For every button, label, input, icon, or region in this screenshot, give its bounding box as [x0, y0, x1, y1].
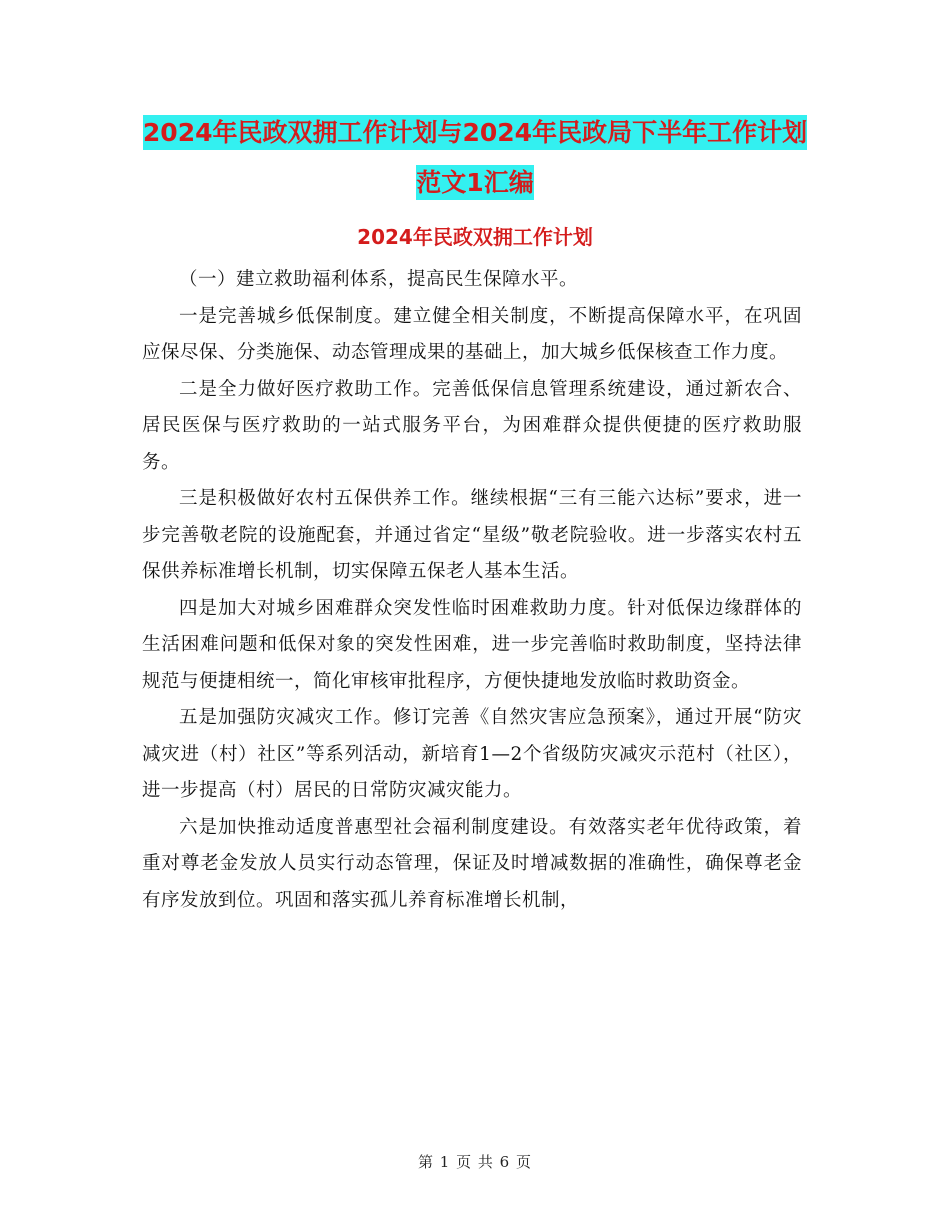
- section-title: 2024年民政双拥工作计划: [357, 225, 593, 249]
- paragraph: 四是加大对城乡困难群众突发性临时困难救助力度。针对低保边缘群体的生活困难问题和低保对象的突发性困难，进一步完善临时救助制度，坚持法律规范与便捷相统一，简化审核审批程序，方便快捷地发放临时救助资金。: [142, 597, 802, 692]
- paragraph: 三是积极做好农村五保供养工作。继续根据“三有三能六达标”要求，进一步完善敬老院的设施配套，并通过省定“星级”敬老院验收。进一步落实农村五保供养标准增长机制，切实保障五保老人基本生活。: [142, 488, 802, 582]
- paragraph: 二是全力做好医疗救助工作。完善低保信息管理系统建设，通过新农合、居民医保与医疗救助的一站式服务平台，为困难群众提供便捷的医疗救助服务。: [142, 378, 802, 473]
- paragraph: 六是加快推动适度普惠型社会福利制度建设。有效落实老年优待政策，着重对尊老金发放人员实行动态管理，保证及时增减数据的准确性，确保尊老金有序发放到位。巩固和落实孤儿养育标准增长机制，: [142, 816, 802, 911]
- document-body: [142, 262, 802, 919]
- document-title: [140, 108, 810, 208]
- paragraph: 一是完善城乡低保制度。建立健全相关制度，不断提高保障水平，在巩固应保尽保、分类施保、动态管理成果的基础上，加大城乡低保核查工作力度。: [142, 305, 802, 363]
- title-highlight: 2024年民政双拥工作计划与2024年民政局下半年工作计划范文1汇编: [143, 115, 807, 200]
- paragraph: （一）建立救助福利体系，提高民生保障水平。: [179, 269, 579, 290]
- page-footer: 第 1 页 共 6 页: [418, 1153, 532, 1171]
- paragraph: 五是加强防灾减灾工作。修订完善《自然灾害应急预案》，通过开展“防灾减灾进（村）社区”等系列活动，新培育1—2个省级防灾减灾示范村（社区），进一步提高（村）居民的日常防灾减灾能力。: [142, 707, 802, 801]
